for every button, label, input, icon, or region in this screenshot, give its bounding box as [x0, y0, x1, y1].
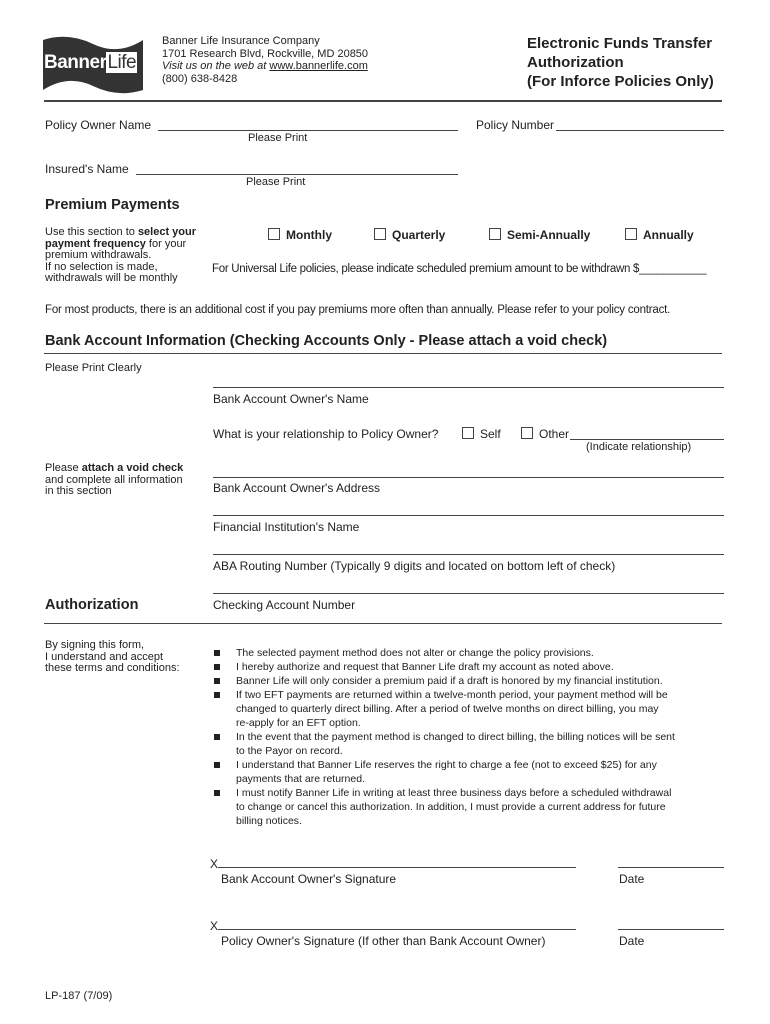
premium-note: For most products, there is an additional cost if you pay premiums more often than annually. Please refer to your policy contract. [45, 304, 671, 316]
bank-help [45, 463, 183, 498]
bank-owner-signature-field[interactable] [218, 867, 576, 868]
term-item-continued [214, 800, 675, 814]
premium-payments-heading: Premium Payments [45, 197, 180, 213]
bank-owner-address-field[interactable] [213, 477, 724, 478]
term-item-continued [214, 744, 675, 758]
term-item [214, 730, 675, 744]
help-text: If no selection is made, [45, 260, 158, 273]
term-text: I understand that Banner Life reserves the right to charge a fee (not to exceed $25) for any [236, 759, 657, 771]
insured-name-label: Insured's Name [45, 162, 129, 176]
web-prefix: Visit us on the web at [162, 60, 270, 72]
policy-owner-field[interactable] [158, 130, 458, 131]
universal-life-amount[interactable]: For Universal Life policies, please indicate scheduled premium amount to be withdrawn $___________ [212, 263, 707, 275]
checkbox[interactable] [268, 228, 280, 240]
policy-owner-signature-field[interactable] [218, 929, 576, 930]
term-text: I must notify Banner Life in writing at least three business days before a scheduled withdrawal [236, 787, 672, 799]
term-text: If two EFT payments are returned within a twelve-month period, your payment method will be [236, 689, 668, 701]
date-label: Date [619, 934, 645, 948]
option-monthly[interactable] [268, 228, 332, 242]
policy-number-label: Policy Number [476, 118, 555, 132]
bank-heading: Bank Account Information (Checking Accounts Only - Please attach a void check) [45, 333, 608, 349]
term-text: payments that are returned. [236, 773, 365, 785]
authorization-heading: Authorization [45, 597, 139, 613]
term-text: Banner Life will only consider a premium paid if a draft is honored by my financial institution. [236, 675, 663, 687]
company-phone: (800) 638-8428 [162, 72, 238, 85]
option-annually[interactable] [625, 228, 694, 242]
bullet-icon [214, 790, 220, 796]
institution-field[interactable] [213, 515, 724, 516]
website-link[interactable]: www.bannerlife.com [269, 60, 368, 72]
date-field[interactable] [618, 867, 724, 868]
term-item [214, 758, 675, 772]
relationship-field[interactable] [570, 439, 724, 440]
term-item-continued [214, 814, 675, 828]
company-info [162, 35, 368, 85]
form-title [527, 34, 714, 91]
auth-help [45, 640, 180, 675]
date-field[interactable] [618, 929, 724, 930]
term-item [214, 688, 675, 702]
please-print: Please Print [246, 176, 306, 188]
checkbox[interactable] [374, 228, 386, 240]
relationship-other[interactable] [521, 427, 569, 441]
bullet-icon [214, 734, 220, 740]
term-item [214, 786, 675, 800]
help-text: I understand and accept [45, 650, 164, 663]
term-item [214, 674, 675, 688]
bullet-icon [214, 664, 220, 670]
term-item-continued [214, 772, 675, 786]
term-item [214, 660, 675, 674]
term-item-continued [214, 702, 675, 716]
policy-owner-label: Policy Owner Name [45, 118, 152, 132]
sign-x: X [210, 857, 219, 871]
term-text: changed to quarterly direct billing. After a period of twelve months on direct billing, you may [236, 703, 659, 715]
help-text: attach a void check [81, 462, 184, 474]
policy-owner-signature-label: Policy Owner's Signature (If other than Bank Account Owner) [221, 934, 546, 948]
company-name: Banner Life Insurance Company [162, 35, 320, 47]
help-text: for your [145, 237, 187, 250]
term-text: In the event that the payment method is changed to direct billing, the billing notices will be sent [236, 731, 675, 743]
divider [44, 353, 722, 354]
term-text: I hereby authorize and request that Banner Life draft my account as noted above. [236, 661, 614, 673]
please-print: Please Print [248, 132, 308, 144]
help-text: these terms and conditions: [45, 662, 180, 674]
help-text: withdrawals will be monthly [45, 272, 178, 284]
aba-label: ABA Routing Number (Typically 9 digits and located on bottom left of check) [213, 559, 616, 573]
term-text: to the Payor on record. [236, 745, 343, 757]
option-label: Semi-Annually [507, 228, 591, 242]
help-text: select your [137, 226, 197, 238]
bank-owner-name-field[interactable] [213, 387, 724, 388]
option-label: Self [480, 427, 501, 441]
company-address: 1701 Research Blvd, Rockville, MD 20850 [162, 47, 369, 60]
aba-field[interactable] [213, 554, 724, 555]
premium-help [45, 227, 196, 285]
title-line: Authorization [527, 54, 624, 71]
bank-owner-signature-label: Bank Account Owner's Signature [221, 872, 397, 886]
option-label: Annually [643, 228, 694, 242]
checkbox[interactable] [489, 228, 501, 240]
institution-label: Financial Institution's Name [213, 520, 360, 534]
help-text: premium withdrawals. [45, 249, 152, 261]
divider [44, 623, 722, 624]
term-item-continued [214, 716, 675, 730]
logo-text: BannerLife [44, 52, 137, 73]
help-text: and complete all information [45, 473, 183, 486]
term-text: re-apply for an EFT option. [236, 717, 361, 729]
policy-number-field[interactable] [556, 130, 724, 131]
option-quarterly[interactable] [374, 228, 445, 242]
option-label: Other [539, 427, 570, 441]
term-text: The selected payment method does not alter or change the policy provisions. [236, 647, 594, 659]
insured-name-field[interactable] [136, 174, 458, 175]
help-text: in this section [45, 485, 112, 497]
option-label: Quarterly [392, 228, 446, 242]
bank-owner-address-label: Bank Account Owner's Address [213, 481, 381, 495]
option-label: Monthly [286, 228, 332, 242]
sign-x: X [210, 919, 219, 933]
checkbox[interactable] [625, 228, 637, 240]
option-semi-annually[interactable] [489, 228, 590, 242]
terms-list [214, 646, 675, 828]
checkbox[interactable] [462, 427, 474, 439]
bullet-icon [214, 692, 220, 698]
relationship-self[interactable] [462, 427, 501, 441]
bullet-icon [214, 762, 220, 768]
term-text: to change or cancel this authorization. In addition, I must provide a current address for future [236, 801, 666, 813]
bank-owner-name-label: Bank Account Owner's Name [213, 392, 369, 406]
checking-label: Checking Account Number [213, 598, 356, 612]
relationship-question: What is your relationship to Policy Owner? [213, 427, 439, 441]
divider [44, 100, 722, 102]
date-label: Date [619, 872, 645, 886]
term-text: billing notices. [236, 815, 302, 827]
help-text: payment frequency [45, 237, 146, 250]
help-text: Please [45, 462, 82, 474]
form-id: LP-187 (7/09) [45, 990, 113, 1002]
title-line: Electronic Funds Transfer [527, 35, 713, 52]
checkbox[interactable] [521, 427, 533, 439]
print-clearly: Please Print Clearly [45, 362, 142, 374]
indicate-relationship: (Indicate relationship) [586, 441, 692, 453]
title-line: (For Inforce Policies Only) [527, 73, 714, 90]
checking-field[interactable] [213, 593, 724, 594]
term-item [214, 646, 675, 660]
help-text: Use this section to [45, 226, 138, 238]
bullet-icon [214, 678, 220, 684]
help-text: By signing this form, [45, 639, 145, 651]
bullet-icon [214, 650, 220, 656]
